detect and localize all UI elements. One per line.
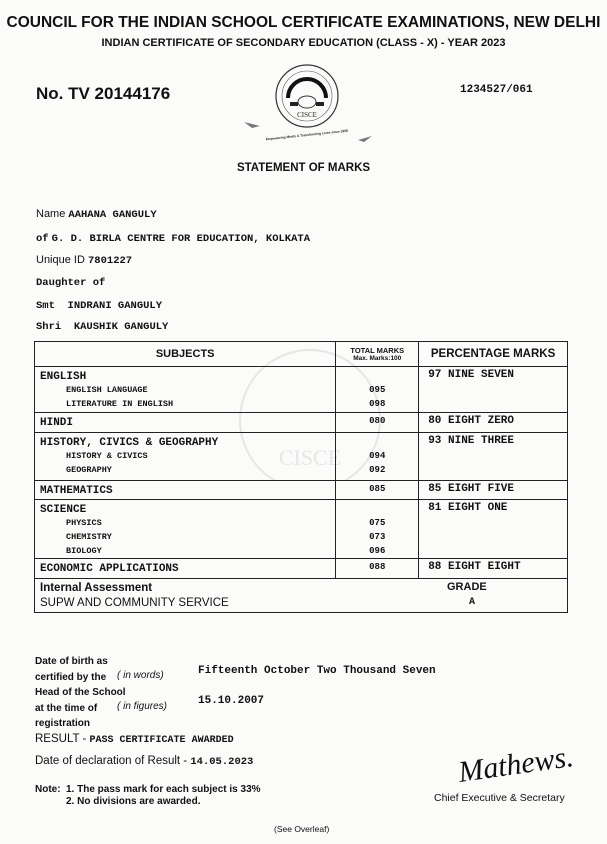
total-marks-header: TOTAL MARKS Max. Marks:100	[336, 342, 419, 367]
in-words-label: ( in words)	[117, 670, 164, 681]
declaration-field: Date of declaration of Result - 14.05.2023	[35, 755, 254, 768]
subject-name: ECONOMIC APPLICATIONS	[40, 563, 179, 575]
internal-assessment-label: Internal Assessment	[40, 582, 153, 594]
sub-subject-name: ENGLISH LANGUAGE	[66, 385, 148, 395]
unique-id-field: Unique ID 7801227	[36, 254, 133, 267]
subject-mark	[336, 367, 418, 383]
name-field: Name AAHANA GANGULY	[36, 208, 157, 221]
sub-subject-name: PHYSICS	[66, 518, 102, 528]
signature: Mathews.	[456, 740, 576, 789]
sub-subject-mark: 092	[369, 465, 386, 475]
sub-subject-mark: 098	[369, 399, 386, 409]
grade-value: A	[469, 597, 476, 608]
father-name: Shri KAUSHIK GANGULY	[36, 321, 169, 333]
reference-number: 1234527/061	[460, 84, 533, 96]
supw-label: SUPW AND COMMUNITY SERVICE	[40, 597, 229, 609]
percentage-header: PERCENTAGE MARKS	[419, 342, 568, 367]
statement-title: STATEMENT OF MARKS	[236, 162, 371, 174]
subject-name: ENGLISH	[40, 371, 87, 383]
dob-figures: 15.10.2007	[198, 695, 265, 707]
internal-assessment-row	[35, 579, 568, 613]
percentage-marks: 93 NINE THREE	[428, 435, 515, 447]
relation-label: Daughter of	[36, 277, 106, 289]
sub-subject-mark: 075	[369, 518, 386, 528]
percentage-marks: 88 EIGHT EIGHT	[428, 561, 521, 573]
cisce-logo	[232, 62, 382, 147]
sub-subject-name: HISTORY & CIVICS	[66, 451, 148, 461]
subject-row	[35, 481, 568, 500]
sub-subject-mark: 073	[369, 532, 386, 542]
mother-name: Smt INDRANI GANGULY	[36, 300, 163, 312]
result-field: RESULT - PASS CERTIFICATE AWARDED	[35, 733, 234, 746]
subject-name: SCIENCE	[40, 504, 87, 516]
notes: Note: 1. The pass mark for each subject is 33% 2. No divisions are awarded.	[35, 784, 261, 807]
percentage-marks: 80 EIGHT ZERO	[428, 415, 515, 427]
percentage-marks: 97 NINE SEVEN	[428, 369, 515, 381]
sub-subject-mark: 094	[369, 451, 386, 461]
percentage-marks: 85 EIGHT FIVE	[428, 483, 515, 495]
sub-subject-mark: 095	[369, 385, 386, 395]
grade-label: GRADE	[447, 581, 487, 593]
exam-title: INDIAN CERTIFICATE OF SECONDARY EDUCATION (CLASS - X) - YEAR 2023	[101, 37, 506, 49]
see-overleaf: (See Overleaf)	[274, 824, 330, 834]
subject-name: HINDI	[40, 417, 74, 429]
svg-text:CISCE: CISCE	[278, 445, 342, 470]
svg-text:CISCE: CISCE	[297, 111, 317, 119]
dob-words: Fifteenth October Two Thousand Seven	[198, 665, 436, 677]
subjects-header: SUBJECTS	[35, 342, 336, 367]
sub-subject-name: GEOGRAPHY	[66, 465, 112, 475]
subject-mark	[336, 500, 418, 516]
sub-subject-name: LITERATURE IN ENGLISH	[66, 399, 174, 409]
dob-label: Date of birth as certified by the Head of the School at the time of registration	[35, 656, 126, 729]
subject-row	[35, 559, 568, 579]
council-title: COUNCIL FOR THE INDIAN SCHOOL CERTIFICATE EXAMINATIONS, NEW DELHI	[6, 14, 601, 31]
marks-table	[34, 341, 568, 613]
sub-subject-name: BIOLOGY	[66, 546, 102, 556]
subject-row	[35, 367, 568, 413]
subject-name: MATHEMATICS	[40, 485, 113, 497]
certificate-number: No. TV 20144176	[36, 84, 171, 103]
subject-mark: 088	[369, 562, 386, 572]
subject-mark	[336, 433, 418, 449]
svg-text:Empowering Minds & Transformin: Empowering Minds & Transforming Lives since 1958	[265, 128, 349, 142]
sub-subject-mark: 096	[369, 546, 386, 556]
signatory-title: Chief Executive & Secretary	[434, 792, 565, 804]
percentage-marks: 81 EIGHT ONE	[428, 502, 508, 514]
subject-row	[35, 433, 568, 481]
sub-subject-name: CHEMISTRY	[66, 532, 112, 542]
subject-row	[35, 500, 568, 559]
subject-mark: 080	[369, 416, 386, 426]
subject-row	[35, 413, 568, 433]
subject-mark: 085	[369, 484, 386, 494]
subject-name: HISTORY, CIVICS & GEOGRAPHY	[40, 437, 219, 449]
in-figures-label: ( in figures)	[117, 701, 168, 712]
school-field: of G. D. BIRLA CENTRE FOR EDUCATION, KOLKATA	[36, 233, 311, 245]
